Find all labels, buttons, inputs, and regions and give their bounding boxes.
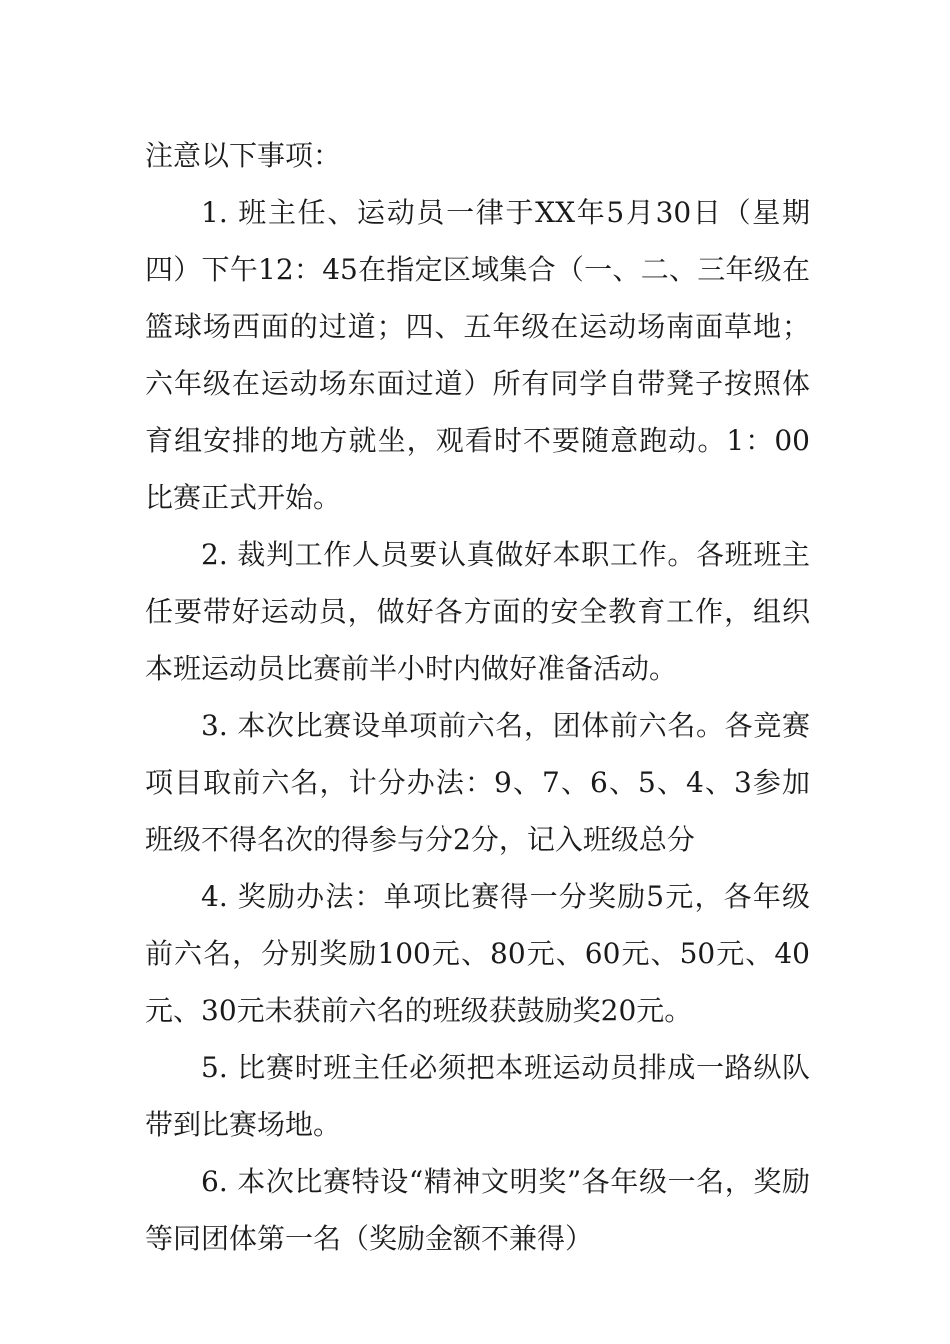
list-item-6: 6. 本次比赛特设“精神文明奖”各年级一名，奖励等同团体第一名（奖励金额不兼得） [145, 1165, 810, 1255]
list-item-4: 4. 奖励办法：单项比赛得一分奖励5元，各年级前六名，分别奖励100元、80元、60元、50元、40元、30元未获前六名的班级获鼓励奖20元。 [145, 880, 810, 1027]
list-item-5: 5. 比赛时班主任必须把本班运动员排成一路纵队带到比赛场地。 [145, 1051, 810, 1141]
list-item-2: 2. 裁判工作人员要认真做好本职工作。各班班主任要带好运动员，做好各方面的安全教育工作，组织本班运动员比赛前半小时内做好准备活动。 [145, 538, 810, 685]
document-body [145, 127, 810, 1267]
list-item-1: 1. 班主任、运动员一律于XX年5月30日（星期四）下午12：45在指定区域集合（一、二、三年级在篮球场西面的过道；四、五年级在运动场南面草地；六年级在运动场东面过道）所有同学自带凳子按照体育组安排的地方就坐，观看时不要随意跑动。1：00比赛正式开始。 [145, 196, 810, 514]
section-heading: 注意以下事项： [145, 139, 342, 172]
list-item-3: 3. 本次比赛设单项前六名，团体前六名。各竞赛项目取前六名，计分办法：9、7、6、5、4、3参加班级不得名次的得参与分2分，记入班级总分 [145, 709, 810, 856]
